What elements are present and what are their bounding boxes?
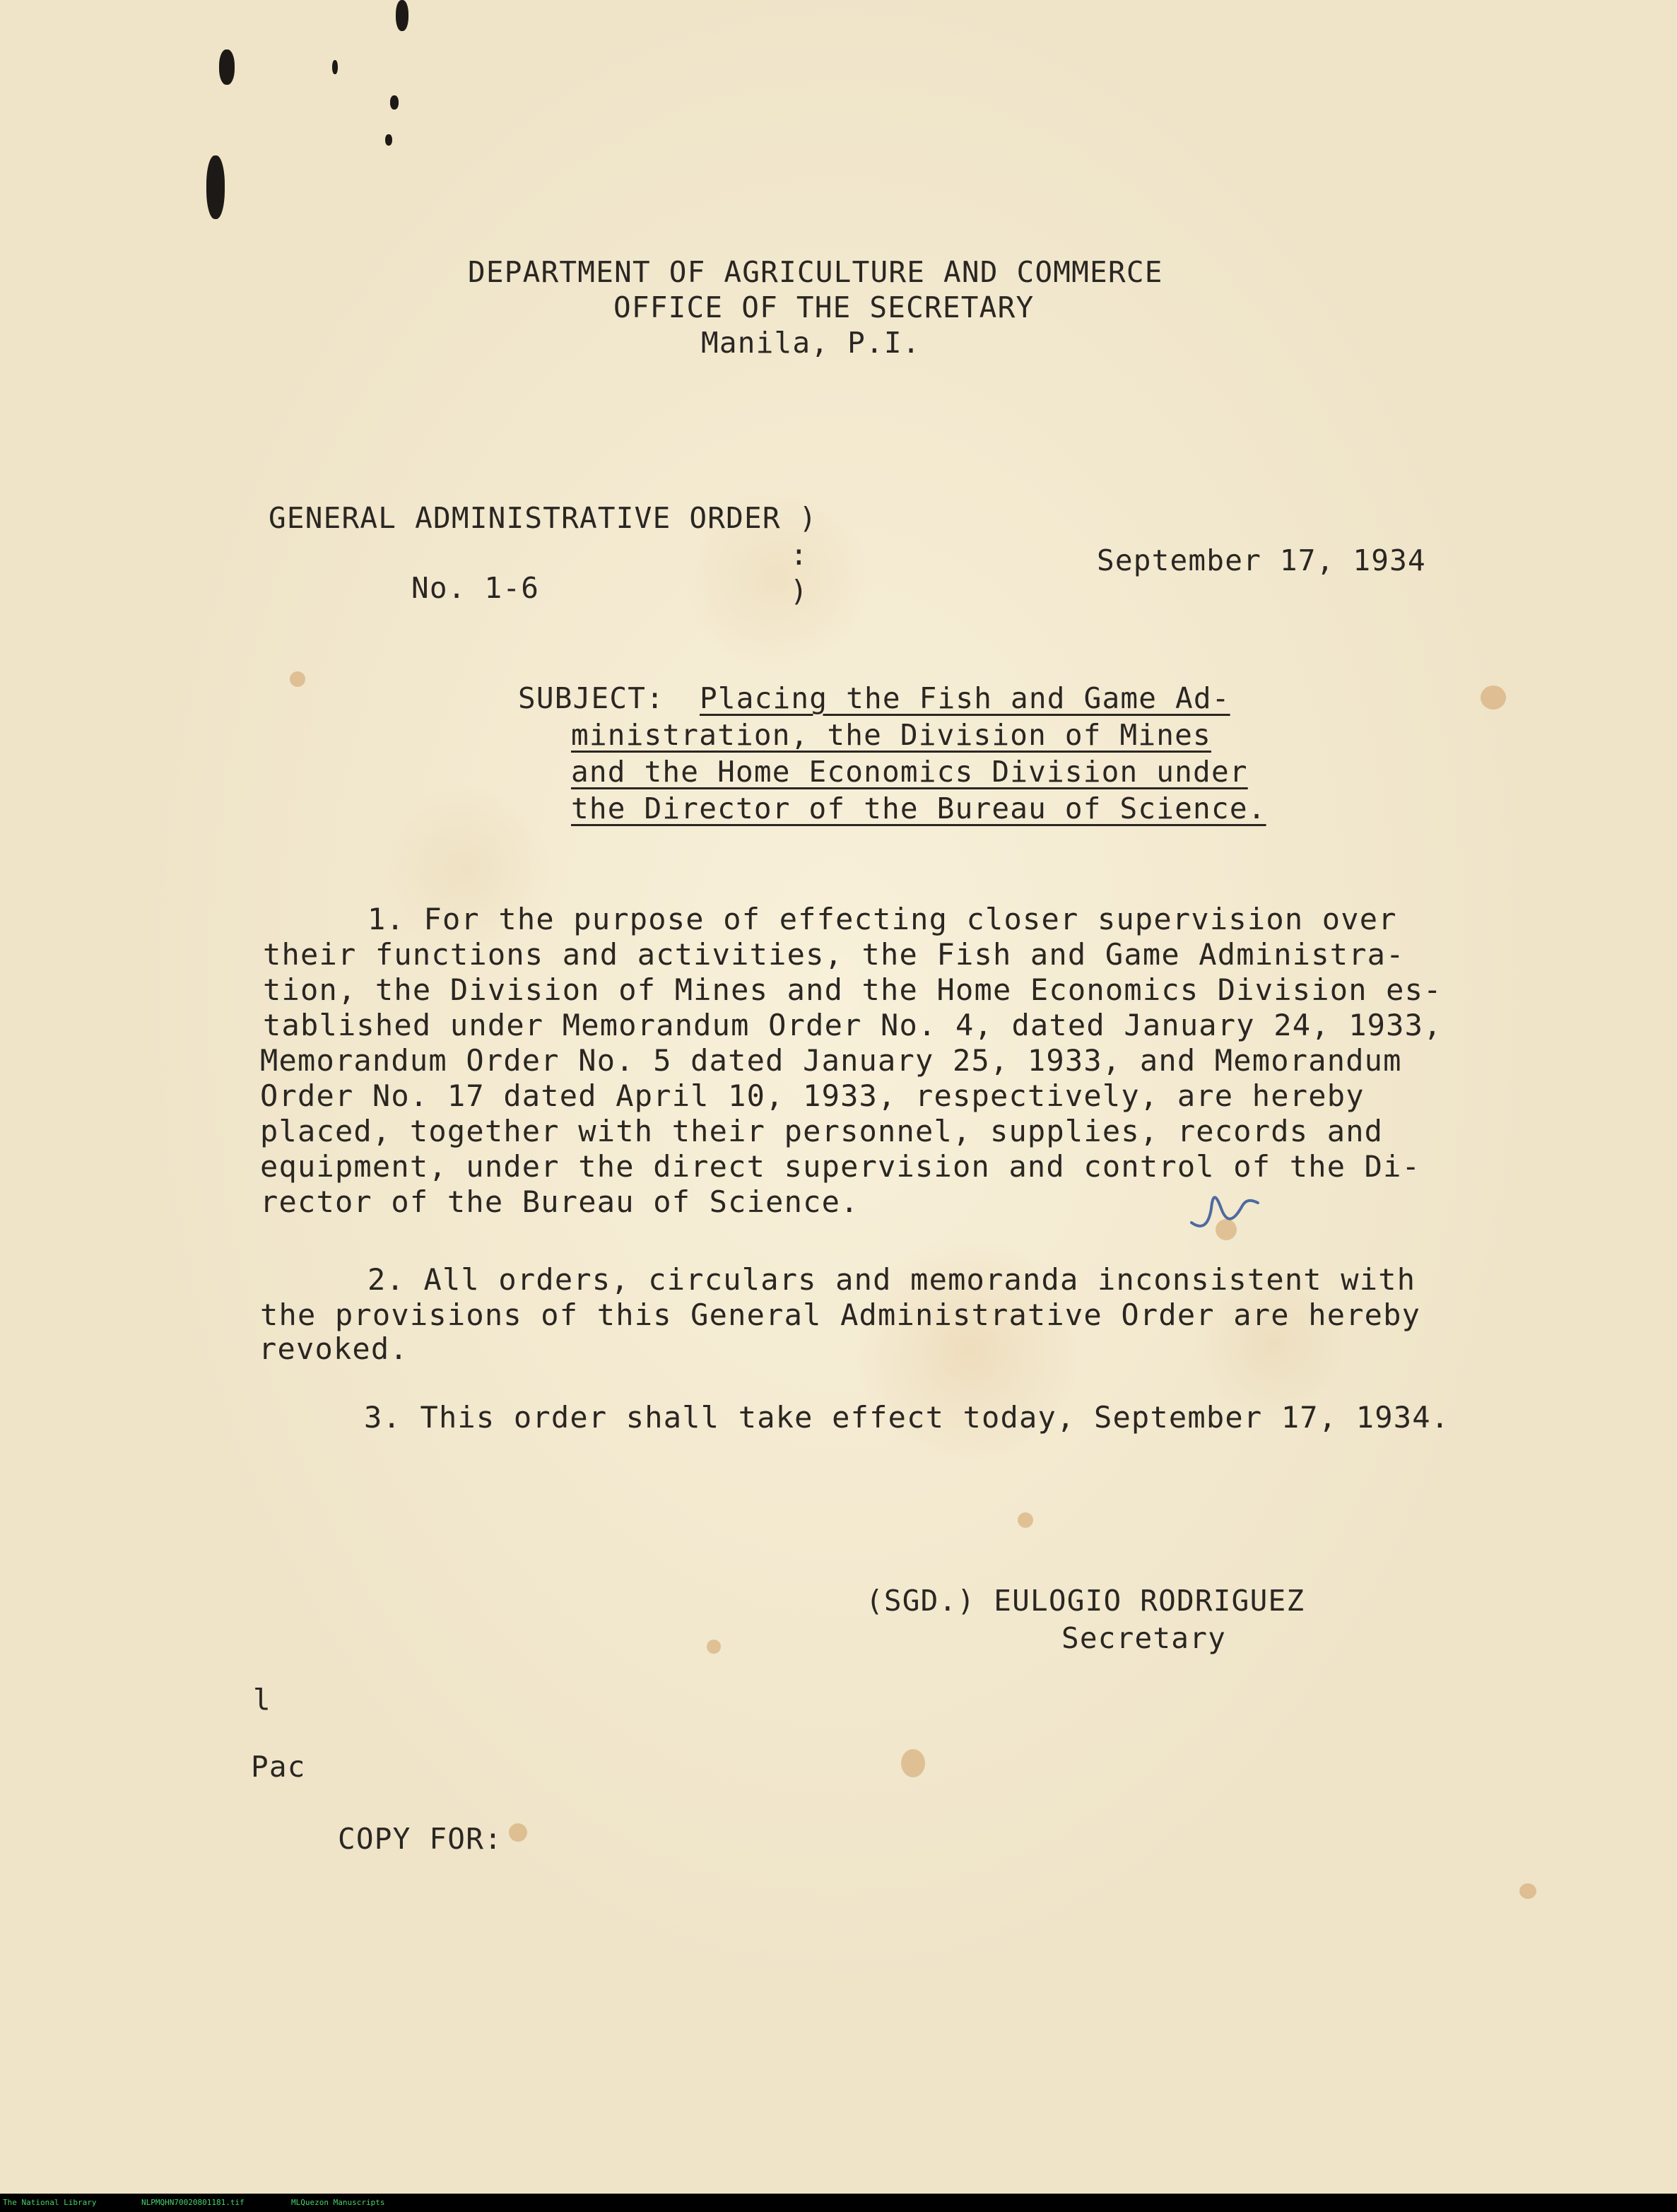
- subject-line: and the Home Economics Division under: [571, 755, 1248, 789]
- footer-collection: MLQuezon Manuscripts: [291, 2198, 385, 2207]
- paragraph-line: their functions and activities, the Fish and Game Administra-: [263, 937, 1405, 972]
- foxing-spot: [1481, 686, 1506, 710]
- copy-for-label: COPY FOR:: [338, 1822, 502, 1856]
- paragraph-line: 1. For the purpose of effecting closer supervision over: [367, 902, 1397, 936]
- handwritten-check-mark: [1187, 1187, 1265, 1237]
- punch-mark: [396, 0, 408, 31]
- order-number: No. 1-6: [411, 571, 540, 605]
- paragraph-line: tion, the Division of Mines and the Home Economics Division es-: [263, 972, 1442, 1007]
- paragraph-line: 3. This order shall take effect today, September 17, 1934.: [364, 1400, 1450, 1435]
- signature-name: (SGD.) EULOGIO RODRIGUEZ: [866, 1584, 1305, 1618]
- paragraph-line: equipment, under the direct supervision and control of the Di-: [260, 1149, 1421, 1184]
- order-paren: ): [790, 574, 808, 608]
- paragraph-line: Order No. 17 dated April 10, 1933, respectively, are hereby: [260, 1078, 1365, 1113]
- letterhead-office: OFFICE OF THE SECRETARY: [613, 290, 1035, 324]
- punch-mark: [206, 155, 225, 219]
- foxing-spot: [509, 1823, 527, 1842]
- signature-title: Secretary: [1061, 1621, 1226, 1655]
- punch-mark: [390, 95, 399, 110]
- subject-line: ministration, the Division of Mines: [571, 718, 1211, 752]
- paragraph-line: revoked.: [259, 1331, 408, 1366]
- order-colon: :: [790, 538, 808, 572]
- punch-mark: [385, 134, 392, 146]
- subject-line: the Director of the Bureau of Science.: [571, 792, 1266, 825]
- paragraph-line: rector of the Bureau of Science.: [260, 1184, 859, 1219]
- punch-mark: [332, 60, 338, 74]
- letterhead-city: Manila, P.I.: [701, 326, 921, 360]
- paragraph-line: 2. All orders, circulars and memoranda inconsistent with: [367, 1262, 1416, 1297]
- reference-initial: l: [253, 1683, 271, 1717]
- foxing-spot: [290, 671, 305, 687]
- paragraph-line: Memorandum Order No. 5 dated January 25, 1933, and Memorandum: [260, 1043, 1402, 1078]
- footer-file: NLPMQHN70020801181.tif: [141, 2198, 245, 2207]
- subject-label: SUBJECT:: [518, 681, 665, 715]
- foxing-spot: [707, 1640, 721, 1654]
- paragraph-line: the provisions of this General Administrative Order are hereby: [260, 1298, 1421, 1332]
- paragraph-line: tablished under Memorandum Order No. 4, dated January 24, 1933,: [263, 1008, 1442, 1042]
- footer-library: The National Library: [3, 2198, 97, 2207]
- foxing-spot: [901, 1749, 925, 1777]
- letterhead-department: DEPARTMENT OF AGRICULTURE AND COMMERCE: [468, 255, 1163, 289]
- reference-typist: Pac: [251, 1750, 306, 1784]
- punch-mark: [219, 49, 235, 85]
- subject-line: Placing the Fish and Game Ad-: [700, 681, 1230, 715]
- archive-footer-strip: [0, 2194, 1677, 2212]
- paragraph-line: placed, together with their personnel, supplies, records and: [260, 1114, 1384, 1148]
- foxing-spot: [1519, 1883, 1536, 1899]
- order-date: September 17, 1934: [1097, 543, 1426, 577]
- foxing-spot: [1018, 1512, 1033, 1528]
- order-title: GENERAL ADMINISTRATIVE ORDER ): [269, 501, 818, 535]
